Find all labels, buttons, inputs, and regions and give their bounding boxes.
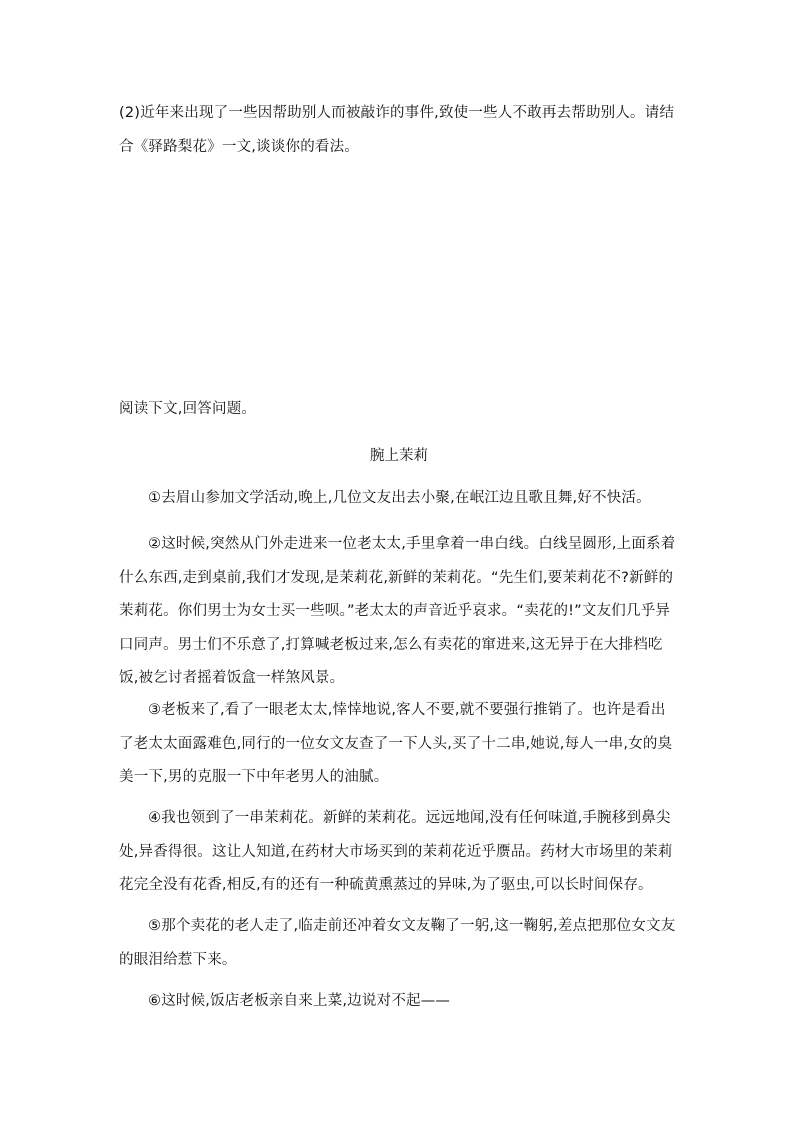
paragraph-4: ④我也领到了一串茉莉花。新鲜的茉莉花。远远地闻,没有任何味道,手腕移到鼻尖处,异香得很。这让人知道,在药材大市场买到的茉莉花近乎赝品。药材大市场里的茉莉花完全没有花香,相反,有的还有一种硫黄熏蒸过的异味,为了驱虫,可以长时间保存。 — [119, 810, 673, 893]
paragraph-5: ⑤那个卖花的老人走了,临走前还冲着女文友鞠了一躬,这一鞠躬,差点把那位女文友的眼泪给惹下来。 — [119, 918, 676, 968]
paragraph-6: ⑥这时候,饭店老板亲自来上菜,边说对不起—— — [148, 993, 451, 1009]
paragraph-1: ①去眉山参加文学活动,晚上,几位文友出去小聚,在岷江边且歌且舞,好不快活。 — [148, 490, 651, 506]
paragraph-3: ③老板来了,看了一眼老太太,悻悻地说,客人不要,就不要强行推销了。也许是看出了老太太面露难色,同行的一位女文友查了一下人头,买了十二串,她说,每人一串,女的臭美一下,男的克服一下中年老男人的油腻。 — [119, 702, 673, 785]
question-text: (2)近年来出现了一些因帮助别人而被敲诈的事件,致使一些人不敢再去帮助别人。请结合《驿路梨花》一文,谈谈你的看法。 — [119, 105, 675, 155]
reading-instruction: 阅读下文,回答问题。 — [119, 401, 257, 417]
paragraph-2: ②这时候,突然从门外走进来一位老太太,手里拿着一串白线。白线呈圆形,上面系着什么东西,走到桌前,我们才发现,是茉莉花,新鲜的茉莉花。“先生们,要茉莉花不?新鲜的茉莉花。你们男士为女士买一些呗。”老太太的声音近乎哀求。“卖花的!”文友们几乎异口同声。男士们不乐意了,打算喊老板过来,怎么有卖花的窜进来,这无异于在大排档吃饭,被乞讨者摇着饭盒一样煞风景。 — [119, 536, 676, 686]
article-title: 腕上茉莉 — [370, 448, 428, 464]
